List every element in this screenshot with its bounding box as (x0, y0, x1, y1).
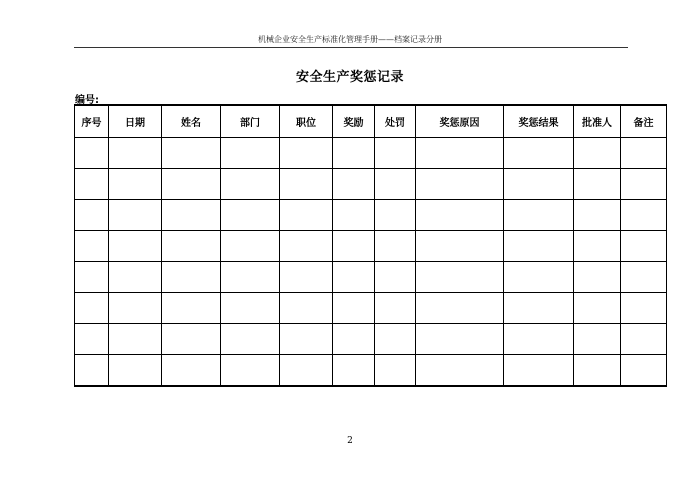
table-cell (574, 324, 621, 355)
table-cell (280, 200, 333, 231)
table-cell (333, 231, 375, 262)
record-number-label: 编号: (75, 95, 99, 106)
column-header: 日期 (109, 105, 162, 138)
table-cell (280, 355, 333, 387)
table-cell (109, 169, 162, 200)
table-cell (574, 262, 621, 293)
header-divider (74, 47, 628, 48)
table-cell (504, 231, 574, 262)
table-cell (416, 138, 504, 169)
table-cell (162, 231, 221, 262)
table-cell (333, 200, 375, 231)
table-cell (504, 324, 574, 355)
running-header: 机械企业安全生产标准化管理手册——档案记录分册 (258, 35, 442, 44)
table-cell (162, 200, 221, 231)
table-cell (280, 293, 333, 324)
column-header: 奖励 (333, 105, 375, 138)
table-cell (416, 262, 504, 293)
table-cell (621, 138, 667, 169)
table-cell (221, 324, 280, 355)
column-header: 批准人 (574, 105, 621, 138)
table-cell (621, 262, 667, 293)
column-header: 职位 (280, 105, 333, 138)
table-cell (109, 138, 162, 169)
column-header: 备注 (621, 105, 667, 138)
table-cell (109, 262, 162, 293)
table-cell (75, 200, 109, 231)
table-cell (621, 200, 667, 231)
table-cell (333, 324, 375, 355)
table-cell (621, 355, 667, 387)
table-cell (574, 169, 621, 200)
table-cell (221, 169, 280, 200)
reward-penalty-table (74, 104, 667, 387)
table-cell (221, 200, 280, 231)
table-cell (221, 355, 280, 387)
table-cell (375, 231, 416, 262)
table-cell (621, 324, 667, 355)
table-cell (504, 138, 574, 169)
table-cell (333, 293, 375, 324)
column-header: 处罚 (375, 105, 416, 138)
table-cell (416, 231, 504, 262)
column-header: 姓名 (162, 105, 221, 138)
table-cell (574, 231, 621, 262)
table-cell (221, 138, 280, 169)
table-cell (574, 355, 621, 387)
document-title: 安全生产奖惩记录 (295, 70, 404, 85)
table-cell (375, 138, 416, 169)
table-cell (574, 138, 621, 169)
table-cell (504, 293, 574, 324)
table-cell (75, 355, 109, 387)
table-row (75, 138, 667, 169)
table-row (75, 200, 667, 231)
table-cell (375, 200, 416, 231)
table-cell (109, 200, 162, 231)
table-cell (280, 262, 333, 293)
table-cell (280, 169, 333, 200)
table-cell (621, 293, 667, 324)
table-row (75, 169, 667, 200)
page-number: 2 (347, 436, 353, 446)
table-cell (75, 231, 109, 262)
table-cell (162, 293, 221, 324)
table-cell (621, 231, 667, 262)
table-cell (375, 324, 416, 355)
table-row (75, 355, 667, 387)
table-cell (333, 169, 375, 200)
column-header: 奖惩结果 (504, 105, 574, 138)
table-cell (621, 169, 667, 200)
table-cell (75, 262, 109, 293)
table-cell (416, 324, 504, 355)
table-cell (280, 231, 333, 262)
table-cell (221, 293, 280, 324)
table-cell (504, 355, 574, 387)
table-row (75, 231, 667, 262)
table-cell (333, 355, 375, 387)
table-cell (162, 138, 221, 169)
table-cell (416, 293, 504, 324)
table-cell (504, 262, 574, 293)
table-cell (109, 324, 162, 355)
table-cell (574, 200, 621, 231)
column-header: 序号 (75, 105, 109, 138)
table-row (75, 293, 667, 324)
table-row (75, 324, 667, 355)
table-cell (221, 231, 280, 262)
table-cell (162, 169, 221, 200)
table-cell (162, 324, 221, 355)
table-cell (162, 262, 221, 293)
table-cell (109, 355, 162, 387)
table-cell (221, 262, 280, 293)
table-cell (333, 262, 375, 293)
table-cell (416, 200, 504, 231)
table-cell (75, 169, 109, 200)
table-cell (375, 293, 416, 324)
table-cell (504, 200, 574, 231)
table-cell (504, 169, 574, 200)
table-cell (109, 293, 162, 324)
table-row (75, 262, 667, 293)
table-cell (75, 293, 109, 324)
table-cell (109, 231, 162, 262)
table-body (75, 138, 667, 387)
table-cell (280, 324, 333, 355)
table-cell (375, 169, 416, 200)
table-cell (574, 293, 621, 324)
table-cell (375, 262, 416, 293)
column-header: 奖惩原因 (416, 105, 504, 138)
table-cell (416, 355, 504, 387)
column-header: 部门 (221, 105, 280, 138)
table-cell (75, 324, 109, 355)
table-cell (75, 138, 109, 169)
table-cell (416, 169, 504, 200)
table-cell (280, 138, 333, 169)
table-cell (162, 355, 221, 387)
table-header-row (75, 105, 667, 138)
table-cell (375, 355, 416, 387)
table-cell (333, 138, 375, 169)
